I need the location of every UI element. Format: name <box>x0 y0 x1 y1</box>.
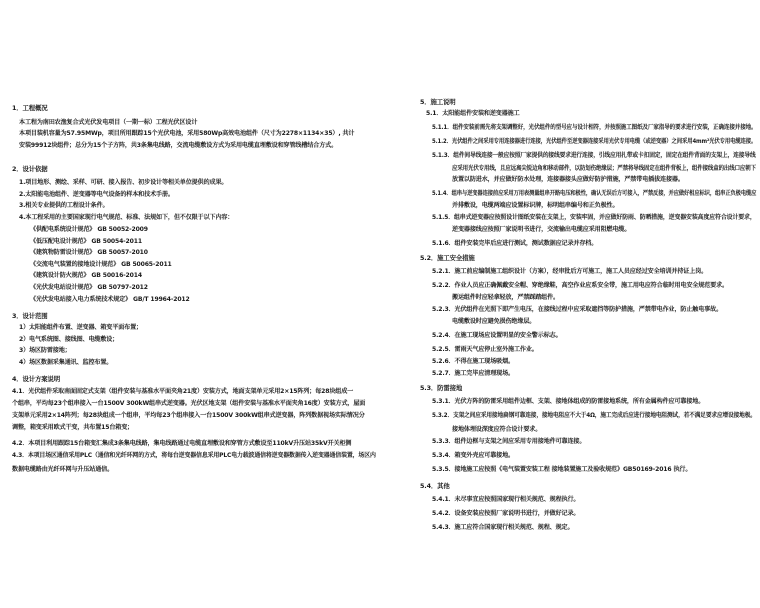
left-note-line: 1）太阳能组件布置、逆变器、箱变平面布置； <box>19 324 142 331</box>
right-note-line: 5.2.6．不得在施工现场吸烟。 <box>432 358 514 365</box>
right-note-line: 5.1．太阳能组件安装和逆变器施工 <box>426 110 520 117</box>
left-section-heading: 1．工程概况 <box>12 104 48 112</box>
right-section-heading: 5.4．其他 <box>420 482 450 490</box>
right-note-line: 5.3.2．支架之间应采用接地扁钢可靠连接，接地电阻应不大于4Ω，施工完成后应进行接地电阻测试，若不满足要求应增设接地极。 <box>432 412 756 419</box>
left-note-line: 4.2．本项目利用跟踪15台箱变汇集成3条集电线路，集电线路通过电缆直埋敷设和穿管方式敷设至110kV升压站35kV开关柜侧 <box>12 440 352 447</box>
left-note-line: 《建筑物防雷设计规范》 GB 50057-2010 <box>30 249 148 256</box>
left-section-heading: 3．设计范围 <box>12 312 48 320</box>
right-note-line: 逆变器接线应按照厂家说明书进行，交流输出电缆应采用阻燃电缆。 <box>452 226 631 233</box>
left-note-line: 《供配电系统设计规范》 GB 50052-2009 <box>30 226 148 233</box>
right-note-line: 5.1.6．组件安装完毕后应进行测试，测试数据应记录并存档。 <box>432 240 598 247</box>
left-note-line: 4）场区数据采集通讯、监控布置。 <box>19 359 113 366</box>
right-note-line: 5.2.2．作业人员应正确佩戴安全帽、穿绝缘鞋，高空作业应系安全带，施工用电应符合临时用电安全规范要求。 <box>432 282 728 289</box>
right-note-line: 5.3.3．组件边框与支架之间应采用专用接地件可靠连接。 <box>432 438 586 445</box>
right-note-line: 搬运组件时应轻拿轻放，严禁踩踏组件。 <box>452 294 559 301</box>
right-note-line: 接地体埋设深度应符合设计要求。 <box>452 426 542 433</box>
left-note-line: 《建筑设计防火规范》 GB 50016-2014 <box>30 272 142 279</box>
left-note-line: 4.3．本项目场区通信采用PLC（通信和光纤环网的方式，将每台逆变器信息采用PLC电力载波通信将逆变器数据传入逆变器通信装置，场区内 <box>12 452 376 459</box>
right-note-line: 5.3.4．箱变外壳应可靠接地。 <box>432 452 514 459</box>
left-note-line: 《低压配电设计规范》 GB 50054-2011 <box>30 238 142 245</box>
right-note-line: 5.4.1．未尽事宜应按照国家现行相关规范、规程执行。 <box>432 496 580 503</box>
right-note-line: 5.1.5．组串式逆变器应按照设计图纸安装在支架上，安装牢固，并应做好防雨、防晒措施，逆变器安装高度应符合设计要求， <box>432 214 756 221</box>
right-note-line: 5.3.5．接地施工应按照《电气装置安装工程 接地装置施工及验收规范》GB50169-2016 执行。 <box>432 466 692 473</box>
right-note-line: 5.2.4．在施工现场应设置明显的安全警示标志。 <box>432 332 562 339</box>
right-section-heading: 5．施工说明 <box>420 98 456 106</box>
right-note-line: 5.4.2．设备安装应按照厂家说明书进行，并做好记录。 <box>432 510 580 517</box>
right-note-line: 5.2.5．雷雨天气应停止室外施工作业。 <box>432 346 538 353</box>
left-section-heading: 2．设计依据 <box>12 165 48 173</box>
right-note-line: 5.3.1．光伏方阵的防雷采用组件边框、支架、接地体组成的防雷接地系统，所有金属构件应可靠接地。 <box>432 398 705 405</box>
right-section-heading: 5.2．施工安全措施 <box>420 254 475 262</box>
left-note-line: 2）电气系统图、接线图、电缆敷设； <box>19 336 119 343</box>
left-note-line: 3）场区防雷接地； <box>19 347 71 354</box>
right-section-heading: 5.3．防雷接地 <box>420 384 463 392</box>
right-note-line: 5.4.3．施工应符合国家现行相关规范、规程、规定。 <box>432 524 574 531</box>
left-note-line: 个组串，平均每23个组串接入一台1500V 300kW组串式逆变器。光伏区地支架（组件安装与基准水平面夹角16度）安装方式，屋面 <box>12 400 366 407</box>
left-note-line: 安装99912块组件；总分为15个子方阵，共3条集电线路，交流电缆敷设方式为采用电缆直埋敷设和穿管线槽结合方式。 <box>19 142 338 149</box>
left-note-line: 数据电缆路由光纤环网与升压站通信。 <box>12 466 114 473</box>
left-note-line: 本工程为南田农渔复合式光伏发电项目（一期一标）工程光伏区设计 <box>19 119 198 126</box>
left-note-line: 支架单元采用2×14阵列；每28块组成一个组串，平均每23个组串接入一台1500V 300kW组串式逆变器，阵列数据视场实际情况分 <box>12 412 365 419</box>
right-note-line: 5.1.3．组件间导线连接一般应按照厂家提供的接线要求进行连接，引线应用扎带或卡扣固定，固定在组件背面的支架上，连接导线 <box>432 152 756 159</box>
left-note-line: 《光伏发电站接入电力系统技术规定》 GB/T 19964-2012 <box>30 296 190 303</box>
left-note-line: 《交流电气装置的接地设计规范》 GB 50065-2011 <box>30 261 172 268</box>
left-note-line: 调整，箱变采用欧式干变，共布置15台箱变； <box>12 424 134 431</box>
right-note-line: 5.1.4．组串与逆变器连接前应采用万用表测量组串开路电压和极性，确认无误后方可接入，严禁反接，并应做好相应标识，组串正负极电缆应 <box>432 190 757 197</box>
right-note-line: 5.2.7．施工完毕应清理现场。 <box>432 370 514 377</box>
left-note-line: 《光伏发电站设计规范》 GB 50797-2012 <box>30 284 148 291</box>
right-note-line: 5.2.1．施工前应编制施工组织设计（方案），经审批后方可施工，施工人员应经过安全培训并持证上岗。 <box>432 268 708 275</box>
right-note-line: 5.1.1．组件安装前需先将支架调整好，光伏组件的型号应与设计相符，并按照施工图纸及厂家指导的要求进行安装，正确连接并接地。 <box>432 124 757 131</box>
right-note-line: 并排敷设，电缆两端应设置标识牌，标明组串编号和正负极性。 <box>452 202 619 209</box>
left-note-line: 1.项目地形、测绘、采样、可研、接入报告、初步设计等相关单位提供的成果。 <box>19 179 228 186</box>
right-note-line: 电缆敷设时应避免损伤绝缘层。 <box>452 318 536 325</box>
left-note-line: 本项目装机容量为57.95MWp，项目所用跟踪15个光伏电池，采用580Wp高效电池组件（尺寸为2278×1134×35）, 共计 <box>19 130 355 137</box>
right-note-line: 5.2.3．光伏组件在光照下即产生电压，在接线过程中应采取遮挡等防护措施，严禁带电作业，防止触电事故。 <box>432 306 723 313</box>
right-note-line: 放置以防进水，并应做好防水处理，连接器接头应做好防护措施，严禁带电插拔连接器。 <box>452 176 684 183</box>
right-note-line: 应采用光伏专用线，且应远离尖锐边角和移动部件，以防划伤绝缘层；严禁将导线固定在组件背板上，组件接线盒的出线口应朝下 <box>452 165 756 172</box>
left-note-line: 4.本工程采用的主要国家现行电气规范、标准、法规如下，但不仅限于以下内容： <box>19 214 234 221</box>
left-note-line: 2.太阳能电池组件、逆变器等电气设备的样本和技术手册。 <box>19 191 174 198</box>
left-note-line: 3.相关专业提供的工程设计条件。 <box>19 202 109 209</box>
left-section-heading: 4．设计方案说明 <box>12 375 60 383</box>
right-note-line: 5.1.2．光伏组件之间采用专用连接器进行连接，光伏组件至逆变器连接采用光伏专用电缆（或逆变器）之间采用4mm²光伏专用电缆连接。 <box>432 138 757 145</box>
left-note-line: 4.1．光伏组件采取南面固定式支架（组件安装与基准水平面夹角21度）安装方式，地面支架单元采用2×15阵列；每28块组成一 <box>12 388 354 395</box>
